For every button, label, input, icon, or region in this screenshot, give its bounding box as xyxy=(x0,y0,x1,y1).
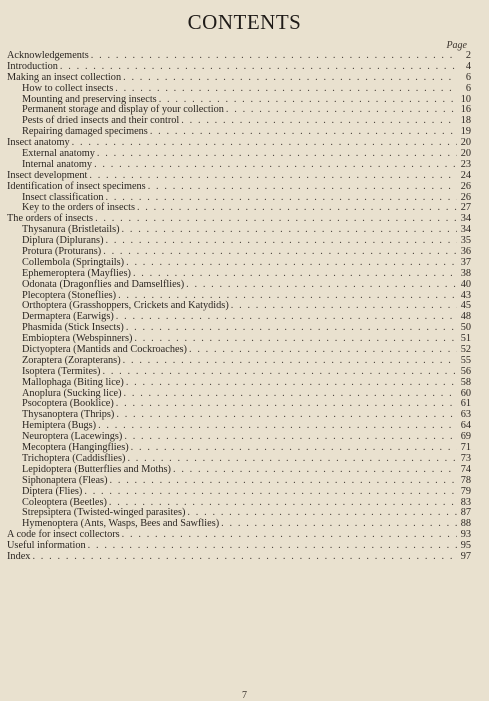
toc-entry-page: 97 xyxy=(460,550,471,562)
dot-leader xyxy=(97,149,457,160)
dot-leader xyxy=(131,443,457,454)
toc-entry-page: 19 xyxy=(460,126,471,138)
dot-leader xyxy=(221,519,457,530)
dot-leader xyxy=(122,225,457,236)
toc-entry-label: Pests of dried insects and their control xyxy=(22,115,180,127)
toc-entry-label: Introduction xyxy=(7,60,58,72)
dot-leader xyxy=(189,345,457,356)
toc-entry-label: Strepsiptera (Twisted-winged parasites) xyxy=(22,507,186,519)
toc-entry-label: Thysanoptera (Thrips) xyxy=(22,409,115,421)
page-title: CONTENTS xyxy=(187,10,302,34)
toc-entry-label: External anatomy xyxy=(22,148,95,159)
toc-entry xyxy=(0,182,489,193)
toc-entry-label: Hymenoptera (Ants, Wasps, Bees and Sawflies) xyxy=(22,518,220,530)
dot-leader xyxy=(186,280,457,291)
toc-entry xyxy=(0,127,489,138)
toc-entry-label: Lepidoptera (Butterflies and Moths) xyxy=(22,463,171,475)
dot-leader xyxy=(126,258,457,269)
toc-entry-label: Repairing damaged specimens xyxy=(22,126,148,138)
toc-entry-page: 51 xyxy=(460,333,471,345)
toc-entry-page: 24 xyxy=(460,169,471,181)
toc-entry-page: 26 xyxy=(460,191,471,203)
toc-entry-label: Dictyoptera (Mantids and Cockroaches) xyxy=(22,344,187,356)
toc-entry-page: 74 xyxy=(460,463,471,475)
toc-entry-page: 61 xyxy=(460,398,471,410)
toc-entry-page: 26 xyxy=(460,180,471,192)
toc-entry-page: 6 xyxy=(465,71,471,83)
toc-entry-label: Neuroptera (Lacewings) xyxy=(22,431,123,443)
page-number: 7 xyxy=(242,690,247,701)
toc-entry-label: Trichoptera (Caddisflies) xyxy=(22,452,126,464)
toc-entry xyxy=(0,487,489,498)
toc-entry-label: Orthoptera (Grasshoppers, Crickets and Katydids) xyxy=(22,300,229,312)
dot-leader xyxy=(126,378,457,389)
toc-entry-page: 20 xyxy=(460,137,471,149)
toc-entry xyxy=(0,84,489,95)
toc-entry xyxy=(0,476,489,487)
dot-leader xyxy=(124,389,457,400)
toc-entry-page: 23 xyxy=(460,158,471,170)
toc-entry-page: 18 xyxy=(460,115,471,127)
dot-leader xyxy=(106,236,458,247)
toc-entry-page: 95 xyxy=(460,540,471,552)
toc-entry-label: Insect classification xyxy=(22,191,104,203)
toc-entry xyxy=(0,378,489,389)
table-of-contents xyxy=(0,51,489,563)
dot-leader xyxy=(103,247,457,258)
dot-leader xyxy=(32,552,457,563)
dot-leader xyxy=(116,312,457,323)
toc-entry-page: 79 xyxy=(460,485,471,497)
toc-entry-label: Thysanura (Bristletails) xyxy=(22,224,120,236)
toc-entry-label: Anoplura (Sucking lice) xyxy=(22,387,122,399)
toc-entry-label: Plecoptera (Stoneflies) xyxy=(22,289,117,301)
toc-entry-page: 36 xyxy=(460,246,471,258)
dot-leader xyxy=(116,399,457,410)
dot-leader xyxy=(88,541,457,552)
toc-entry-label: A code for insect collectors xyxy=(7,529,120,541)
toc-entry-page: 88 xyxy=(460,518,471,530)
toc-entry-page: 34 xyxy=(460,224,471,236)
toc-entry-label: Psocoptera (Booklice) xyxy=(22,398,114,410)
page-column-label: Page xyxy=(446,40,467,51)
toc-entry-label: Diptera (Flies) xyxy=(22,485,83,497)
toc-entry xyxy=(0,280,489,291)
toc-entry-page: 4 xyxy=(465,60,471,72)
dot-leader xyxy=(115,84,457,95)
toc-entry-page: 35 xyxy=(460,235,471,247)
toc-entry-label: Internal anatomy xyxy=(22,158,93,170)
dot-leader xyxy=(95,214,457,225)
toc-entry-page: 38 xyxy=(460,267,471,279)
toc-entry-label: Permanent storage and display of your collection xyxy=(22,104,224,116)
toc-entry-label: Odonata (Dragonflies and Damselflies) xyxy=(22,278,185,290)
toc-entry-page: 16 xyxy=(460,104,471,116)
dot-leader xyxy=(106,193,458,204)
toc-entry xyxy=(0,541,489,552)
toc-entry-label: Isoptera (Termites) xyxy=(22,365,101,377)
toc-entry-page: 40 xyxy=(460,278,471,290)
dot-leader xyxy=(116,410,457,421)
toc-entry-page: 45 xyxy=(460,300,471,312)
toc-entry-page: 10 xyxy=(460,93,471,105)
toc-entry-page: 2 xyxy=(465,49,471,61)
toc-entry-label: Acknowledgements xyxy=(7,49,89,61)
toc-entry-label: Insect development xyxy=(7,169,88,181)
toc-entry-page: 71 xyxy=(460,442,471,454)
dot-leader xyxy=(98,421,457,432)
toc-entry-label: Hemiptera (Bugs) xyxy=(22,420,97,432)
toc-entry-page: 73 xyxy=(460,452,471,464)
toc-entry-label: Insect anatomy xyxy=(7,137,70,149)
toc-entry-page: 6 xyxy=(465,82,471,94)
dot-leader xyxy=(148,182,457,193)
toc-entry xyxy=(0,51,489,62)
dot-leader xyxy=(127,454,457,465)
dot-leader xyxy=(226,105,457,116)
dot-leader xyxy=(72,138,457,149)
toc-entry-label: Zoraptera (Zorapterans) xyxy=(22,354,121,366)
toc-entry-label: Mecoptera (Hangingflies) xyxy=(22,442,129,454)
toc-entry-label: Making an insect collection xyxy=(7,71,122,83)
dot-leader xyxy=(181,116,457,127)
dot-leader xyxy=(231,301,457,312)
toc-entry-page: 93 xyxy=(460,529,471,541)
toc-entry-page: 78 xyxy=(460,474,471,486)
toc-entry-page: 34 xyxy=(460,213,471,225)
toc-entry-label: Coleoptera (Beetles) xyxy=(22,496,107,508)
toc-entry-page: 48 xyxy=(460,311,471,323)
dot-leader xyxy=(94,160,457,171)
toc-entry-label: Mallophaga (Biting lice) xyxy=(22,376,124,388)
toc-entry-page: 37 xyxy=(460,256,471,268)
dot-leader xyxy=(173,465,457,476)
dot-leader xyxy=(102,367,457,378)
toc-entry-page: 63 xyxy=(460,409,471,421)
toc-entry-page: 43 xyxy=(460,289,471,301)
toc-entry-page: 58 xyxy=(460,376,471,388)
toc-entry-label: Dermaptera (Earwigs) xyxy=(22,311,114,323)
toc-entry-page: 64 xyxy=(460,420,471,432)
dot-leader xyxy=(84,487,457,498)
toc-entry-label: Ephemeroptera (Mayflies) xyxy=(22,267,131,279)
toc-entry-label: Protura (Proturans) xyxy=(22,246,102,258)
toc-entry-label: Collembola (Springtails) xyxy=(22,256,125,268)
toc-entry-label: Key to the orders of insects xyxy=(22,202,135,214)
dot-leader xyxy=(123,73,457,84)
toc-entry-label: Embioptera (Webspinners) xyxy=(22,333,133,345)
toc-entry-page: 20 xyxy=(460,148,471,159)
toc-entry-label: The orders of insects xyxy=(7,213,94,225)
dot-leader xyxy=(91,51,457,62)
toc-entry-page: 69 xyxy=(460,431,471,443)
toc-entry-page: 55 xyxy=(460,354,471,366)
dot-leader xyxy=(110,476,458,487)
dot-leader xyxy=(137,203,457,214)
dot-leader xyxy=(187,508,457,519)
dot-leader xyxy=(122,530,457,541)
toc-entry-page: 83 xyxy=(460,496,471,508)
toc-entry-label: Identification of insect specimens xyxy=(7,180,146,192)
dot-leader xyxy=(150,127,457,138)
toc-entry-label: How to collect insects xyxy=(22,82,114,94)
toc-entry-label: Siphonaptera (Fleas) xyxy=(22,474,108,486)
toc-entry-label: Mounting and preserving insects xyxy=(22,93,157,105)
toc-entry-label: Useful information xyxy=(7,540,86,552)
dot-leader xyxy=(126,323,457,334)
toc-entry-label: Index xyxy=(7,550,31,562)
toc-entry-label: Diplura (Diplurans) xyxy=(22,235,104,247)
toc-entry-page: 50 xyxy=(460,322,471,334)
toc-entry xyxy=(0,552,489,563)
dot-leader xyxy=(124,432,457,443)
toc-entry-page: 87 xyxy=(460,507,471,519)
toc-entry-page: 56 xyxy=(460,365,471,377)
dot-leader xyxy=(123,356,457,367)
toc-entry-page: 52 xyxy=(460,344,471,356)
toc-entry-page: 60 xyxy=(460,387,471,399)
toc-entry-page: 27 xyxy=(460,202,471,214)
toc-entry-label: Phasmida (Stick Insects) xyxy=(22,322,124,334)
